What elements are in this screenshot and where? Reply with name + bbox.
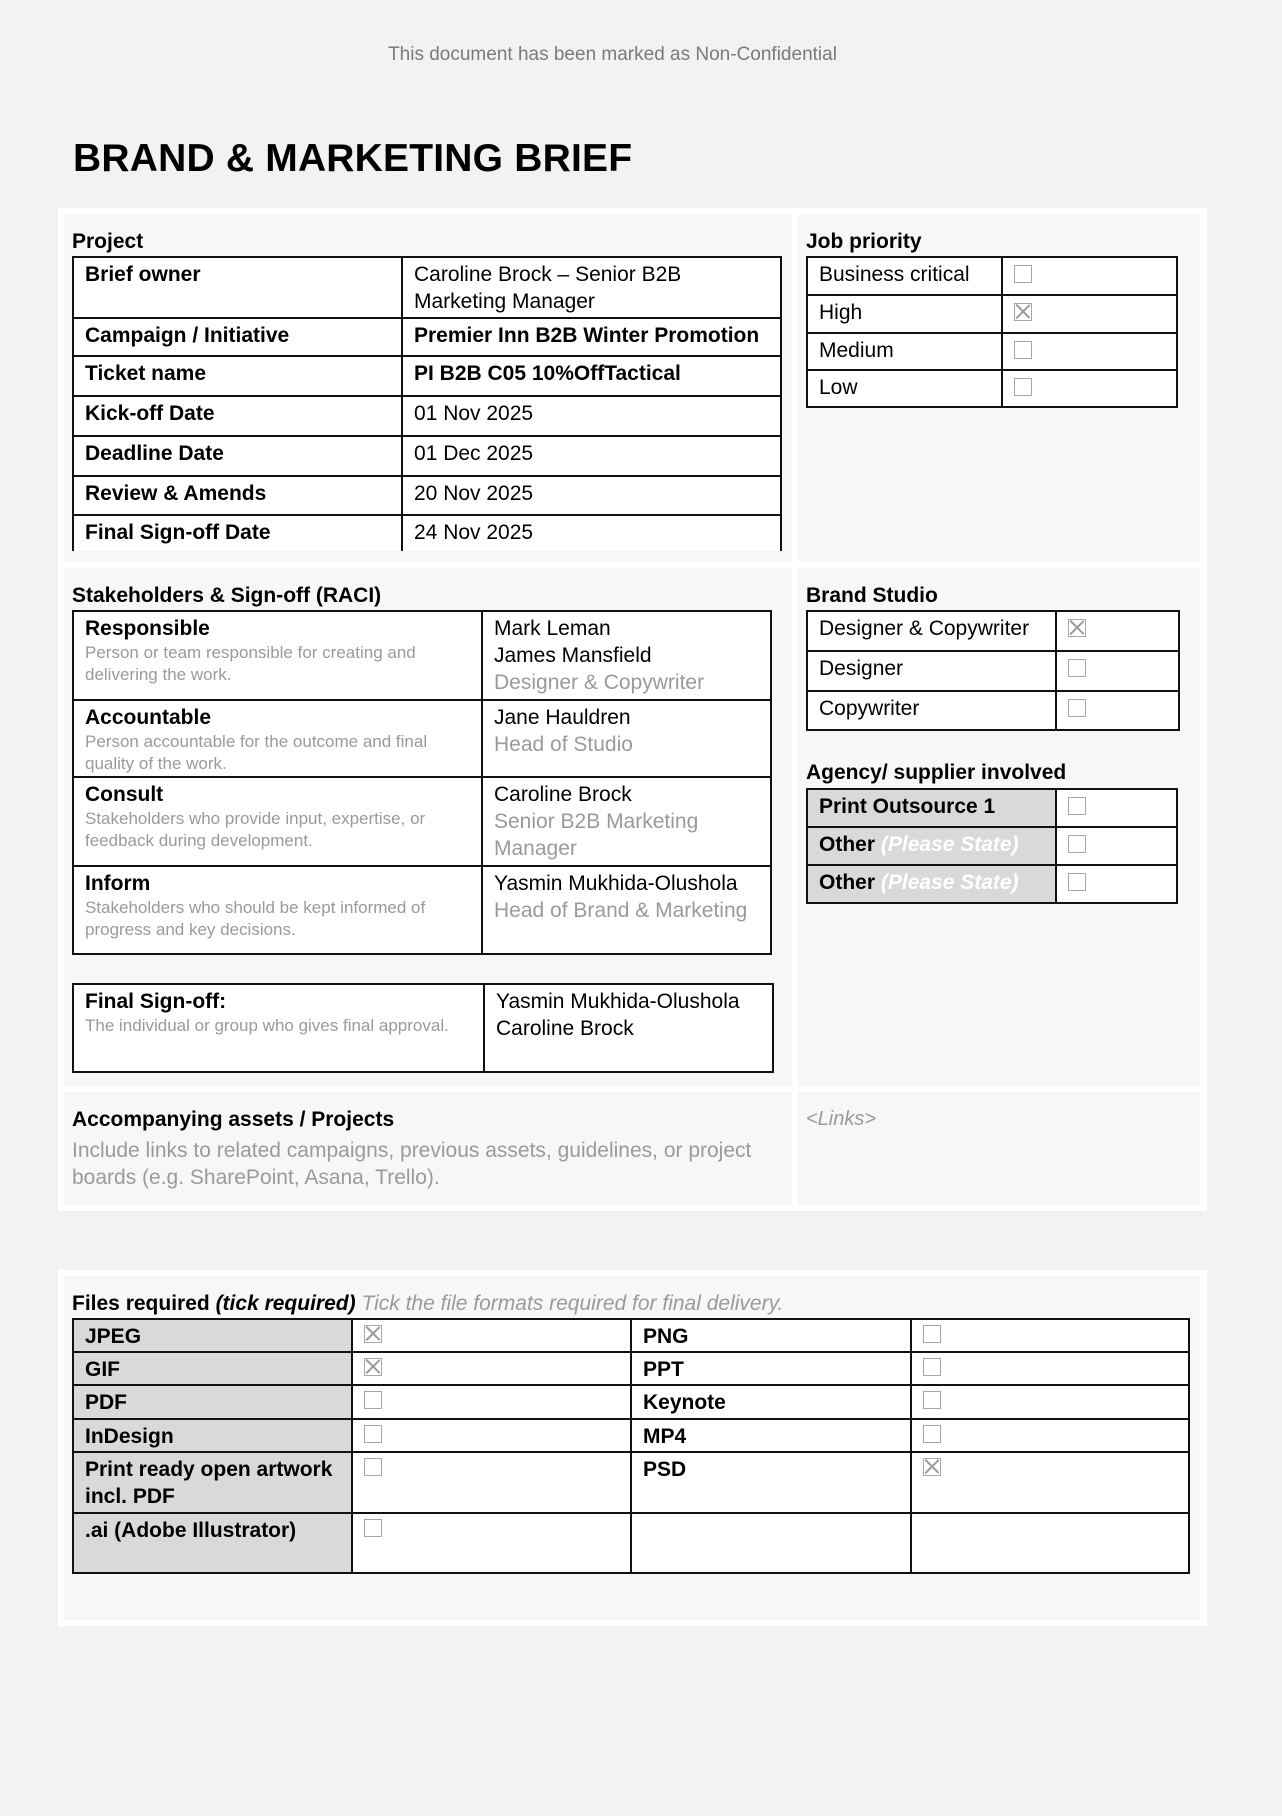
file-gif-label: GIF <box>73 1352 352 1385</box>
assets-help-text: Include links to related campaigns, previous assets, guidelines, or project boards (e.g. SharePoint, Asana, Trello). <box>72 1139 752 1189</box>
raci-accountable-name: Jane Hauldren <box>494 706 631 729</box>
priority-low-label: Low <box>807 370 1002 407</box>
file-png-cell[interactable] <box>911 1319 1189 1352</box>
file-mp4-cell[interactable] <box>911 1419 1189 1452</box>
final-signoff-date-label: Final Sign-off Date <box>73 515 402 551</box>
file-empty-label <box>631 1513 911 1573</box>
priority-high-label: High <box>807 295 1002 333</box>
final-signoff-name-2: Caroline Brock <box>496 1017 634 1040</box>
table-row <box>73 318 781 356</box>
ticket-name-label: Ticket name <box>73 356 402 396</box>
studio-designer-cell[interactable] <box>1056 651 1179 691</box>
studio-designer-copywriter-checkbox[interactable] <box>1068 619 1086 637</box>
final-signoff-desc: The individual or group who gives final approval. <box>85 1016 449 1035</box>
table-row <box>807 789 1177 827</box>
studio-designer-copywriter-label: Designer & Copywriter <box>807 611 1056 651</box>
priority-medium-checkbox[interactable] <box>1014 341 1032 359</box>
file-print-ready-checkbox[interactable] <box>364 1458 382 1476</box>
raci-responsible-role: Responsible <box>85 617 210 640</box>
file-ai-label: .ai (Adobe Illustrator) <box>73 1513 352 1573</box>
final-signoff-table <box>72 983 774 1073</box>
table-row <box>73 1513 1189 1573</box>
file-keynote-label: Keynote <box>631 1385 911 1419</box>
table-row <box>807 370 1177 407</box>
file-png-label: PNG <box>631 1319 911 1352</box>
raci-table <box>72 610 772 955</box>
deadline-date-label: Deadline Date <box>73 436 402 476</box>
raci-responsible-name: Mark Leman <box>494 617 611 640</box>
table-row <box>73 1419 1189 1452</box>
agency-other-1-hint: (Please State) <box>880 833 1019 856</box>
file-indesign-label: InDesign <box>73 1419 352 1452</box>
agency-table <box>806 788 1178 904</box>
raci-consult-name: Caroline Brock <box>494 783 632 806</box>
file-ppt-label: PPT <box>631 1352 911 1385</box>
file-ppt-checkbox[interactable] <box>923 1358 941 1376</box>
files-heading <box>72 1292 783 1316</box>
files-label: Files required <box>72 1292 210 1315</box>
table-row <box>73 1352 1189 1385</box>
file-ppt-cell[interactable] <box>911 1352 1189 1385</box>
table-row <box>73 1385 1189 1419</box>
raci-inform-role: Inform <box>85 872 151 895</box>
table-row <box>807 333 1177 370</box>
table-row <box>73 700 771 777</box>
file-ai-cell[interactable] <box>352 1513 631 1573</box>
files-table <box>72 1318 1190 1574</box>
studio-designer-copywriter-cell[interactable] <box>1056 611 1179 651</box>
priority-low-cell[interactable] <box>1002 370 1177 407</box>
studio-copywriter-cell[interactable] <box>1056 691 1179 730</box>
review-amends-value: 20 Nov 2025 <box>402 476 781 515</box>
final-signoff-role: Final Sign-off: <box>85 990 227 1013</box>
agency-other-1-check-cell[interactable] <box>1056 827 1177 865</box>
priority-business-critical-checkbox[interactable] <box>1014 265 1032 283</box>
table-row <box>73 515 781 551</box>
table-row <box>73 1319 1189 1352</box>
table-row <box>73 1452 1189 1513</box>
table-row <box>73 396 781 436</box>
raci-responsible-title: Designer & Copywriter <box>494 671 705 694</box>
table-row <box>73 611 771 700</box>
agency-other-2-hint: (Please State) <box>880 871 1019 894</box>
final-signoff-name-1: Yasmin Mukhida-Olushola <box>496 990 740 1013</box>
file-pdf-cell[interactable] <box>352 1385 631 1419</box>
project-label: Project <box>72 230 144 253</box>
file-indesign-cell[interactable] <box>352 1419 631 1452</box>
kickoff-date-value: 01 Nov 2025 <box>402 396 781 436</box>
studio-designer-checkbox[interactable] <box>1068 659 1086 677</box>
priority-high-checkbox[interactable] <box>1014 303 1032 321</box>
table-row <box>807 865 1177 903</box>
kickoff-date-label: Kick-off Date <box>73 396 402 436</box>
file-psd-cell[interactable] <box>911 1452 1189 1513</box>
priority-high-cell[interactable] <box>1002 295 1177 333</box>
file-jpeg-label: JPEG <box>73 1319 352 1352</box>
file-keynote-checkbox[interactable] <box>923 1391 941 1409</box>
links-field[interactable]: <Links> <box>806 1108 877 1130</box>
agency-other-2-label: Other <box>819 871 876 894</box>
file-png-checkbox[interactable] <box>923 1325 941 1343</box>
raci-accountable-desc: Person accountable for the outcome and final quality of the work. <box>85 732 428 773</box>
raci-accountable-title: Head of Studio <box>494 733 633 756</box>
job-priority-label: Job priority <box>806 230 922 253</box>
brand-studio-label: Brand Studio <box>806 584 938 607</box>
deadline-date-value: 01 Dec 2025 <box>402 436 781 476</box>
files-hint: Tick the file formats required for final delivery. <box>361 1292 784 1315</box>
assets-label: Accompanying assets / Projects <box>72 1108 395 1131</box>
file-mp4-checkbox[interactable] <box>923 1425 941 1443</box>
final-signoff-date-value: 24 Nov 2025 <box>402 515 781 551</box>
raci-inform-title: Head of Brand & Marketing <box>494 899 748 922</box>
priority-medium-label: Medium <box>807 333 1002 370</box>
page-title: BRAND & MARKETING BRIEF <box>73 137 633 180</box>
agency-print-outsource-cell <box>807 789 1056 827</box>
brief-owner-label: Brief owner <box>73 257 402 318</box>
file-pdf-checkbox[interactable] <box>364 1391 382 1409</box>
raci-responsible-name-2: James Mansfield <box>494 644 652 667</box>
table-row <box>73 984 773 1072</box>
file-print-ready-label: Print ready open artwork incl. PDF <box>73 1452 352 1513</box>
project-table <box>72 256 782 551</box>
file-jpeg-cell[interactable] <box>352 1319 631 1352</box>
table-row <box>807 257 1177 295</box>
campaign-value: Premier Inn B2B Winter Promotion <box>402 318 781 356</box>
table-row <box>73 436 781 476</box>
file-gif-checkbox[interactable] <box>364 1358 382 1376</box>
campaign-label: Campaign / Initiative <box>73 318 402 356</box>
table-row <box>807 295 1177 333</box>
studio-copywriter-label: Copywriter <box>807 691 1056 730</box>
table-row <box>807 827 1177 865</box>
raci-consult-title: Senior B2B Marketing Manager <box>494 810 699 860</box>
raci-responsible-desc: Person or team responsible for creating and delivering the work. <box>85 643 416 684</box>
review-amends-label: Review & Amends <box>73 476 402 515</box>
raci-inform-desc: Stakeholders who should be kept informed of progress and key decisions. <box>85 898 426 939</box>
table-row <box>73 356 781 396</box>
table-row <box>807 651 1179 691</box>
file-psd-checkbox[interactable] <box>923 1458 941 1476</box>
agency-other-2-cell[interactable] <box>807 865 1056 903</box>
priority-business-critical-label: Business critical <box>807 257 1002 295</box>
brief-owner-value: Caroline Brock – Senior B2B Marketing Manager <box>402 257 781 318</box>
file-mp4-label: MP4 <box>631 1419 911 1452</box>
table-row <box>807 611 1179 651</box>
priority-medium-cell[interactable] <box>1002 333 1177 370</box>
agency-label: Agency/ supplier involved <box>806 761 1067 784</box>
table-row <box>73 777 771 866</box>
raci-consult-role: Consult <box>85 783 164 806</box>
table-row <box>73 476 781 515</box>
file-indesign-checkbox[interactable] <box>364 1425 382 1443</box>
raci-accountable-role: Accountable <box>85 706 212 729</box>
file-empty-cell <box>911 1513 1189 1573</box>
ticket-name-value: PI B2B C05 10%OffTactical <box>402 356 781 396</box>
confidentiality-note: This document has been marked as Non-Confidential <box>388 44 837 65</box>
files-label-em: (tick required) <box>215 1292 356 1315</box>
raci-inform-name: Yasmin Mukhida-Olushola <box>494 872 738 895</box>
file-print-ready-cell[interactable] <box>352 1452 631 1513</box>
file-ai-checkbox[interactable] <box>364 1519 382 1537</box>
agency-other-1-cell[interactable] <box>807 827 1056 865</box>
raci-consult-desc: Stakeholders who provide input, expertise, or feedback during development. <box>85 809 426 850</box>
agency-other-1-checkbox[interactable] <box>1068 835 1086 853</box>
table-row <box>807 691 1179 730</box>
table-row <box>73 257 781 318</box>
file-pdf-label: PDF <box>73 1385 352 1419</box>
agency-print-outsource-label: Print Outsource 1 <box>819 795 996 818</box>
file-jpeg-checkbox[interactable] <box>364 1325 382 1343</box>
studio-designer-label: Designer <box>807 651 1056 691</box>
file-keynote-cell[interactable] <box>911 1385 1189 1419</box>
priority-low-checkbox[interactable] <box>1014 378 1032 396</box>
brand-studio-table <box>806 610 1180 731</box>
file-psd-label: PSD <box>631 1452 911 1513</box>
priority-business-critical-cell[interactable] <box>1002 257 1177 295</box>
table-row <box>73 866 771 954</box>
file-gif-cell[interactable] <box>352 1352 631 1385</box>
agency-other-2-checkbox[interactable] <box>1068 873 1086 891</box>
agency-other-1-label: Other <box>819 833 876 856</box>
agency-print-outsource-checkbox[interactable] <box>1068 797 1086 815</box>
job-priority-table <box>806 256 1178 408</box>
agency-print-outsource-check-cell[interactable] <box>1056 789 1177 827</box>
raci-label: Stakeholders & Sign-off (RACI) <box>72 584 382 607</box>
studio-copywriter-checkbox[interactable] <box>1068 699 1086 717</box>
agency-other-2-check-cell[interactable] <box>1056 865 1177 903</box>
